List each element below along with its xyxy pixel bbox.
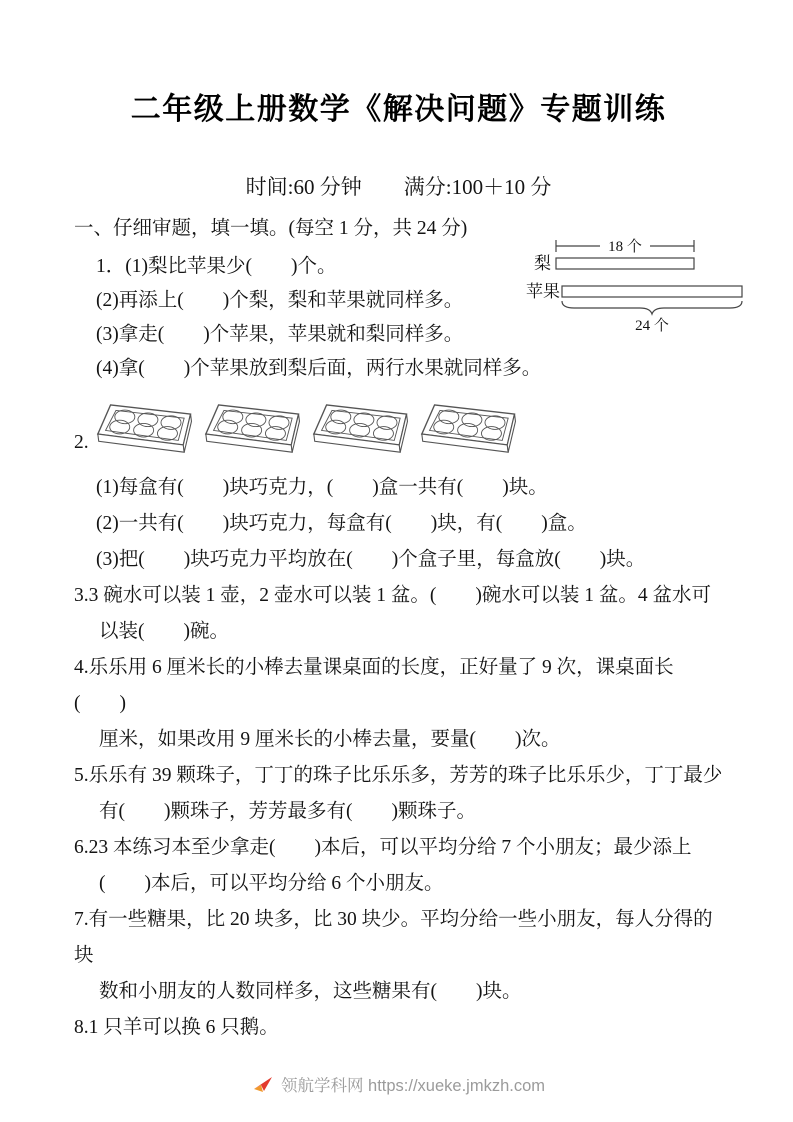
question-3: [74, 578, 723, 650]
q1-sub-line: (4)拿( )个苹果放到梨后面，两行水果就同样多。: [96, 358, 542, 379]
q5-line: 5.乐乐有 39 颗珠子，丁丁的珠子比乐乐多，芳芳的珠子比乐乐少，丁丁最少: [74, 765, 723, 786]
chocolate-box-image: [96, 403, 196, 456]
q7-line: 7.有一些糖果，比 20 块多，比 30 块少。平均分给一些小朋友，每人分得的块: [74, 909, 713, 966]
q1-sub-line: 1．(1)梨比苹果少( )个。: [96, 256, 337, 277]
question-8: [74, 1010, 723, 1046]
question-2: [74, 386, 723, 578]
q2-sub-line: (1)每盒有( )块巧克力，( )盒一共有( )块。: [96, 477, 548, 498]
pear-count-label: 18 个: [608, 239, 642, 255]
q8-line: 8.1 只羊可以换 6 只鹅。: [74, 1017, 279, 1038]
pear-bar: [556, 258, 694, 269]
q1-sub-line: (2)再添上( )个梨，梨和苹果就同样多。: [96, 290, 464, 311]
q5-line: 有( )颗珠子，芳芳最多有( )颗珠子。: [99, 801, 476, 822]
q1-sub-line: (3)拿走( )个苹果，苹果就和梨同样多。: [96, 324, 464, 345]
q2-sub-line: (3)把( )块巧克力平均放在( )个盒子里，每盒放( )块。: [96, 549, 646, 570]
q6-line: 6.23 本练习本至少拿走( )本后，可以平均分给 7 个小朋友；最少添上: [74, 837, 692, 858]
q2-number: 2.: [74, 432, 89, 453]
q3-line: 以装( )碗。: [99, 621, 229, 642]
question-4: [74, 650, 723, 758]
question-5: [74, 758, 723, 830]
question-1: [74, 239, 723, 386]
apple-count-label: 24 个: [635, 318, 669, 334]
q3-line: 3.3 碗水可以装 1 壶，2 壶水可以装 1 盆。( )碗水可以装 1 盆。4 盆水可: [74, 585, 711, 606]
q2-sub-line: (2)一共有( )块巧克力，每盒有( )块，有( )盒。: [96, 513, 587, 534]
q6-line: ( )本后，可以平均分给 6 个小朋友。: [99, 873, 444, 894]
pear-label: 梨: [534, 254, 551, 273]
underbrace: [562, 301, 742, 314]
chocolate-box-image: [420, 403, 520, 456]
chocolate-boxes-row: [96, 390, 723, 456]
q7-line: 数和小朋友的人数同样多，这些糖果有( )块。: [99, 981, 522, 1002]
apple-label: 苹果: [526, 282, 560, 301]
footer: [74, 1072, 723, 1096]
q1-tape-diagram: [526, 236, 778, 334]
q4-line: 4.乐乐用 6 厘米长的小棒去量课桌面的长度，正好量了 9 次，课桌面长( ): [74, 657, 674, 714]
page-title: 二年级上册数学《解决问题》专题训练: [130, 93, 667, 126]
section-one-heading: 一、仔细审题，填一填。(每空 1 分，共 24 分): [74, 218, 468, 239]
chocolate-box-image: [312, 403, 412, 456]
apple-bar: [562, 286, 742, 297]
q4-line: 厘米，如果改用 9 厘米长的小棒去量，要量( )次。: [99, 729, 561, 750]
chocolate-box-image: [204, 403, 304, 456]
site-logo-icon: [252, 1073, 274, 1095]
question-6: [74, 830, 723, 902]
question-7: [74, 902, 723, 1010]
footer-site-text: 领航学科网 https://xueke.jmkzh.com: [280, 1077, 546, 1095]
exam-time-score: 时间:60 分钟 满分:100＋10 分: [245, 175, 552, 199]
